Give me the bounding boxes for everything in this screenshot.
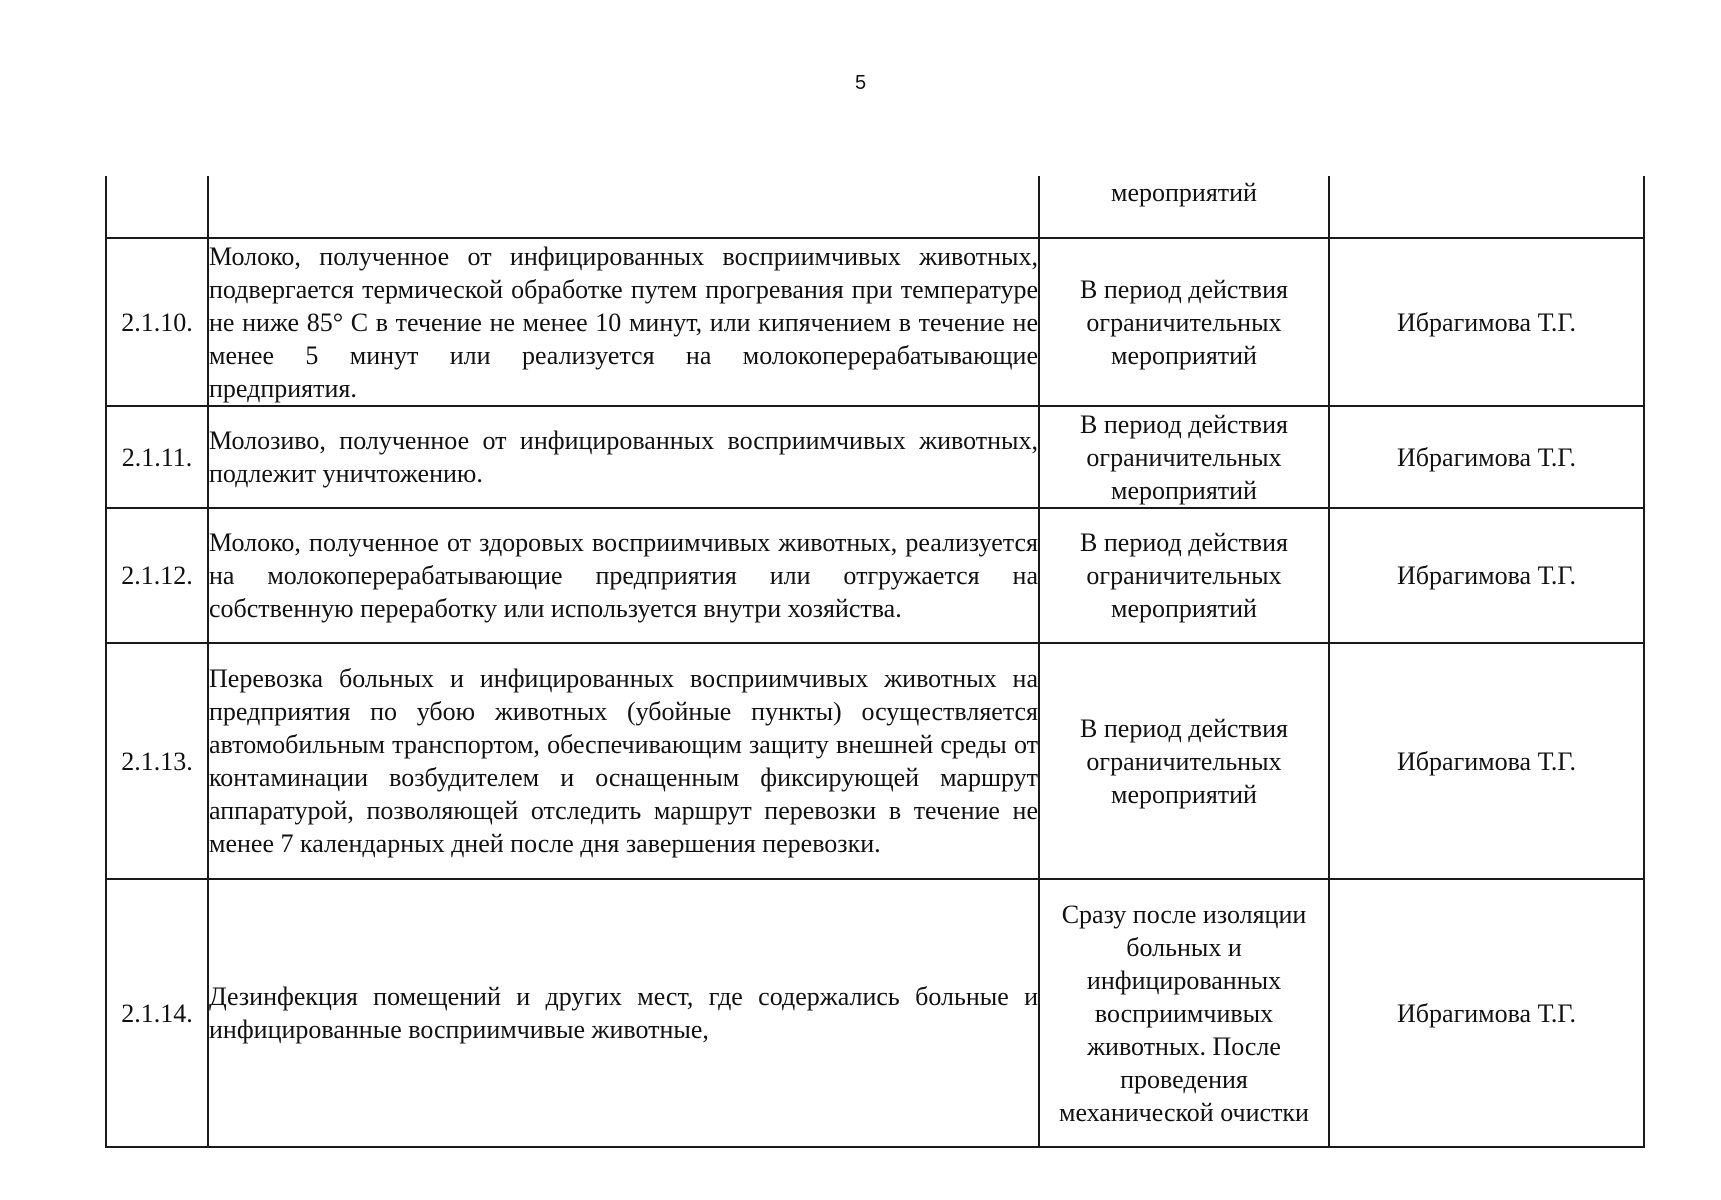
term-cell <box>1039 508 1329 643</box>
table-row <box>106 406 1644 508</box>
responsible-cell <box>1329 176 1644 238</box>
row-number-cell <box>106 238 208 406</box>
row-number-cell <box>106 176 208 238</box>
row-number-cell <box>106 879 208 1147</box>
measure-description: Молоко, полученное от инфицированных восприимчивых животных, подвергается термической обработке путем прогревания при температуре не ниже 85° С в течение не менее 10 минут, или кипячением в течение не менее 5 минут или реализуется на молокоперерабатывающие предприятия. <box>209 241 1038 403</box>
execution-term: В период действия ограничительных мероприятий <box>1080 528 1288 623</box>
row-number-cell <box>106 406 208 508</box>
page-number: 5 <box>854 72 867 94</box>
execution-term: В период действия ограничительных мероприятий <box>1080 713 1288 809</box>
row-number-cell <box>106 643 208 879</box>
measures-table <box>105 176 1645 1148</box>
measure-description: Молозиво, полученное от инфицированных восприимчивых животных, подлежит уничтожению. <box>209 426 1038 488</box>
table-row <box>106 238 1644 406</box>
responsible-person: Ибрагимова Т.Г. <box>1397 307 1576 337</box>
row-number: 2.1.13. <box>121 746 193 776</box>
description-cell <box>208 508 1039 643</box>
row-number: 2.1.10. <box>121 307 193 337</box>
description-cell <box>208 643 1039 879</box>
row-number-cell <box>106 508 208 643</box>
row-number: 2.1.14. <box>121 998 193 1028</box>
responsible-cell <box>1329 879 1644 1147</box>
description-cell <box>208 406 1039 508</box>
responsible-cell <box>1329 406 1644 508</box>
responsible-cell <box>1329 238 1644 406</box>
table-row <box>106 508 1644 643</box>
row-number: 2.1.11. <box>121 442 193 472</box>
execution-term: В период действия ограничительных мероприятий <box>1080 274 1288 370</box>
execution-term: Сразу после изоляции больных и инфицированных восприимчивых животных. После проведения механической очистки <box>1059 899 1309 1127</box>
execution-term: В период действия ограничительных мероприятий <box>1080 409 1288 505</box>
term-cell <box>1039 879 1329 1147</box>
responsible-person: Ибрагимова Т.Г. <box>1397 998 1576 1028</box>
row-number: 2.1.12. <box>121 561 193 590</box>
measure-description: Перевозка больных и инфицированных восприимчивых животных на предприятия по убою животных (убойные пункты) осуществляется автомобильным транспортом, обеспечивающим защиту внешней среды от контаминации возбудителем и оснащенным фиксирующей маршрут аппаратурой, позволяющей отследить маршрут перевозки в течение не менее 7 календарных дней после дня завершения перевозки. <box>209 664 1038 858</box>
table-row <box>106 643 1644 879</box>
responsible-cell <box>1329 508 1644 643</box>
description-cell <box>208 238 1039 406</box>
term-cell <box>1039 238 1329 406</box>
responsible-cell <box>1329 643 1644 879</box>
responsible-person: Ибрагимова Т.Г. <box>1397 442 1576 472</box>
measure-description: Молоко, полученное от здоровых восприимчивых животных, реализуется на молокоперерабатывающие предприятия или отгружается на собственную переработку или используется внутри хозяйства. <box>209 528 1038 623</box>
table-row <box>106 879 1644 1147</box>
responsible-person: Ибрагимова Т.Г. <box>1397 561 1576 590</box>
term-cell <box>1039 176 1329 238</box>
measure-description: Дезинфекция помещений и других мест, где содержались больные и инфицированные восприимчивые животные, <box>209 982 1038 1044</box>
description-cell <box>208 176 1039 238</box>
description-cell <box>208 879 1039 1147</box>
term-cell <box>1039 643 1329 879</box>
term-cell <box>1039 406 1329 508</box>
table-row-continuation <box>106 176 1644 238</box>
responsible-person: Ибрагимова Т.Г. <box>1397 746 1576 776</box>
execution-term: мероприятий <box>1111 178 1257 207</box>
